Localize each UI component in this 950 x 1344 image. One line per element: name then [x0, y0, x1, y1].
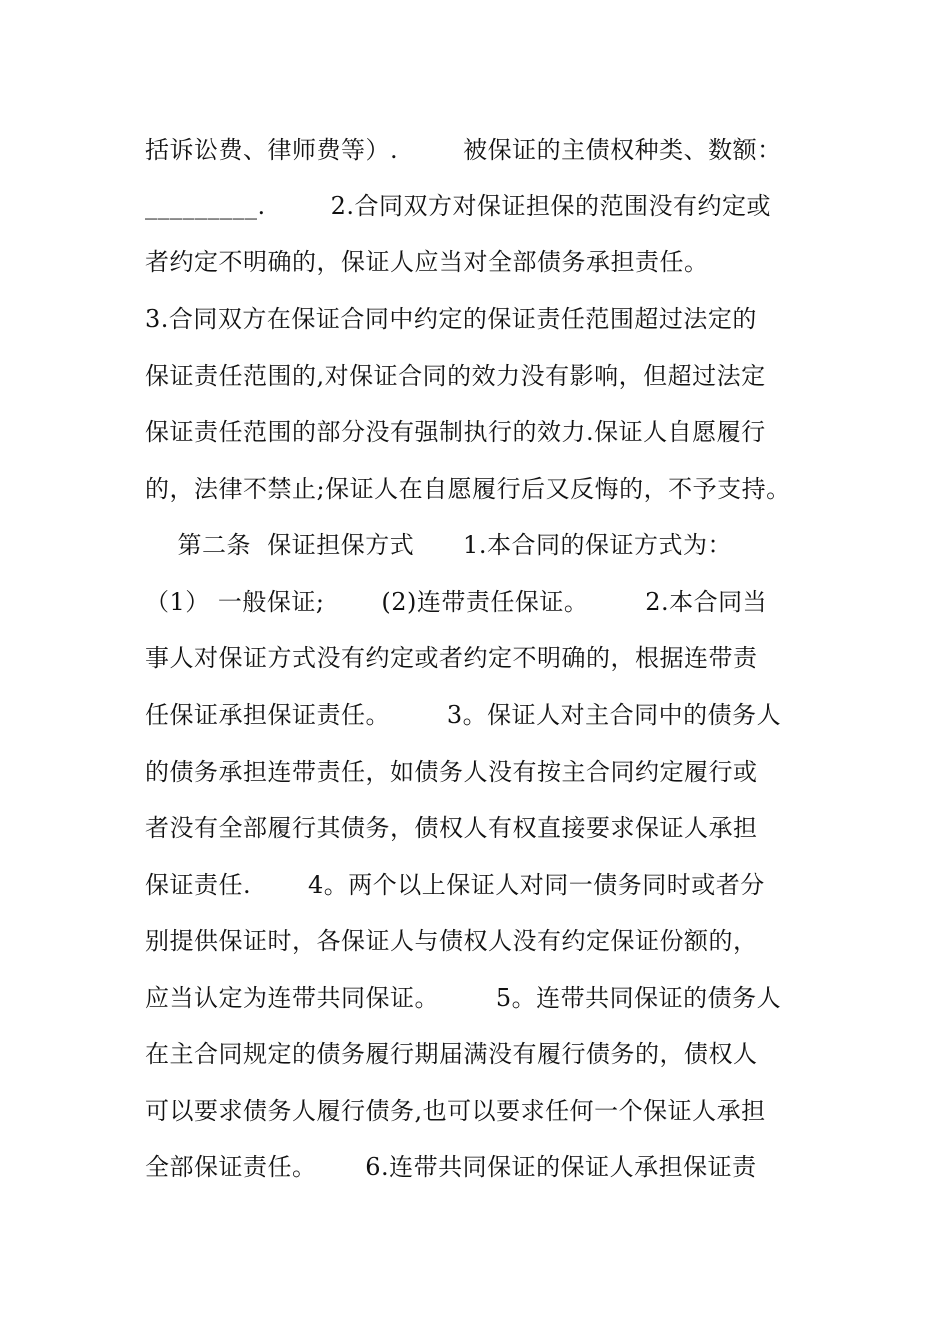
- text-line: 任保证承担保证责任。 3。保证人对主合同中的债务人: [145, 701, 782, 729]
- text-line: 在主合同规定的债务履行期届满没有履行债务的，债权人: [145, 1040, 758, 1068]
- section-heading-line: 第二条 保证担保方式 1.本合同的保证方式为：: [145, 531, 732, 559]
- text-line: 事人对保证方式没有约定或者约定不明确的，根据连带责: [145, 644, 758, 672]
- text-line: 3.合同双方在保证合同中约定的保证责任范围超过法定的: [145, 305, 757, 333]
- text-line: 可以要求债务人履行债务,也可以要求任何一个保证人承担: [145, 1097, 766, 1125]
- text-line: _________. 2.合同双方对保证担保的范围没有约定或: [145, 192, 772, 220]
- text-line: 全部保证责任。 6.连带共同保证的保证人承担保证责: [145, 1153, 757, 1181]
- text-line: （1） 一般保证; (2)连带责任保证。 2.本合同当: [145, 588, 768, 616]
- text-line: 保证责任范围的,对保证合同的效力没有影响，但超过法定: [145, 362, 766, 390]
- text-line: 保证责任. 4。两个以上保证人对同一债务同时或者分: [145, 871, 765, 899]
- text-line: 括诉讼费、律师费等）. 被保证的主债权种类、数额：: [145, 136, 782, 164]
- text-line: 保证责任范围的部分没有强制执行的效力.保证人自愿履行: [145, 418, 766, 446]
- text-line: 的债务承担连带责任，如债务人没有按主合同约定履行或: [145, 758, 758, 786]
- text-line: 应当认定为连带共同保证。 5。连带共同保证的债务人: [145, 984, 782, 1012]
- text-line: 者没有全部履行其债务，债权人有权直接要求保证人承担: [145, 814, 758, 842]
- text-line: 者约定不明确的，保证人应当对全部债务承担责任。: [145, 248, 709, 276]
- text-line: 的，法律不禁止;保证人在自愿履行后又反悔的，不予支持。: [145, 475, 791, 503]
- text-line: 别提供保证时，各保证人与债权人没有约定保证份额的，: [145, 927, 758, 955]
